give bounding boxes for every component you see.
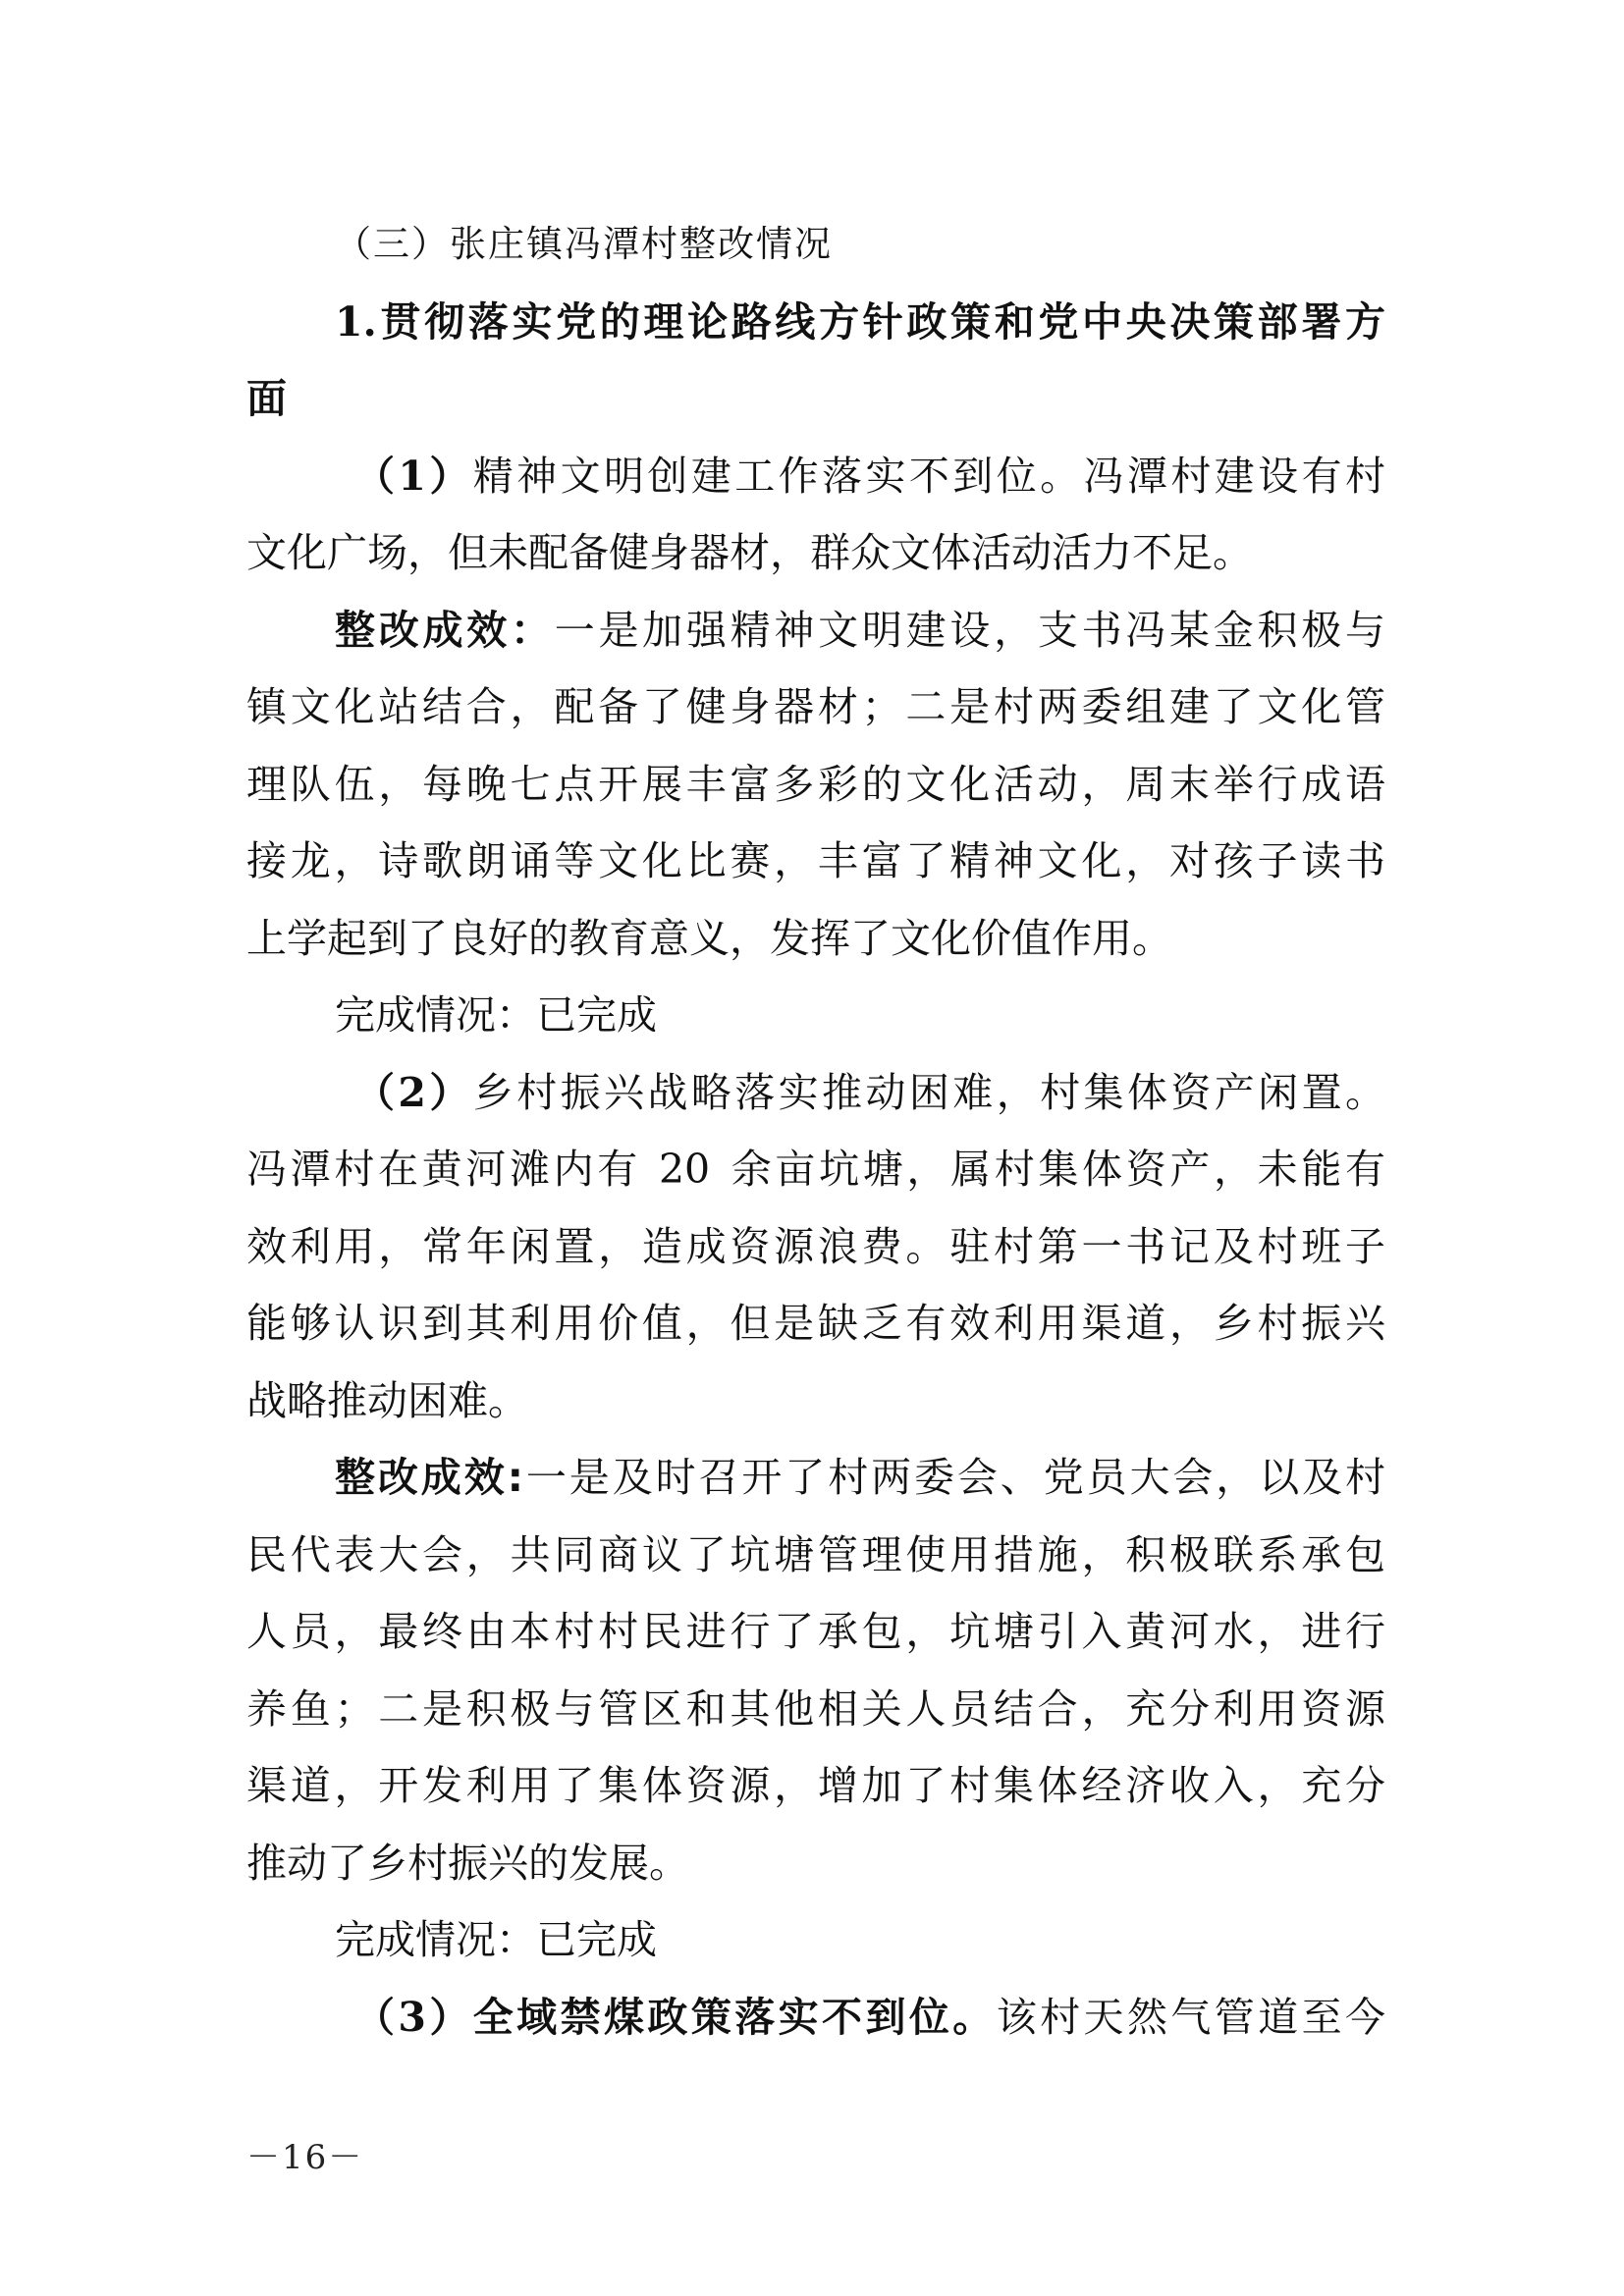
effect1-label: 整改成效： — [335, 606, 555, 654]
item2-line-2 — [246, 1131, 1385, 1208]
heading-line-2: 面 — [246, 375, 287, 422]
item1-title: 精神文明创建工作落实不到位。冯潭村建设有村 — [472, 452, 1385, 500]
item1-line-1 — [246, 438, 1385, 515]
item2-number: （2） — [354, 1068, 473, 1116]
effect1-line-1 — [246, 592, 1385, 669]
page-number: －16－ — [246, 2138, 364, 2177]
effect2-line-4: 养鱼；二是积极与管区和其他相关人员结合，充分利用资源 — [246, 1684, 1385, 1733]
item2-line-5: 战略推动困难。 — [246, 1376, 528, 1424]
item3-number: （3） — [354, 1993, 473, 2041]
item2-area-number: 20 — [658, 1146, 711, 1193]
item3-line-1 — [246, 1979, 1385, 2056]
effect1-line-5: 上学起到了良好的教育意义，发挥了文化价值作用。 — [246, 914, 1172, 962]
item3-text: 该村天然气管道至今 — [996, 1993, 1386, 2041]
item1-line-2: 文化广场，但未配备健身器材，群众文体活动活力不足。 — [246, 529, 1253, 576]
effect2-label: 整改成效: — [335, 1454, 523, 1501]
status2: 完成情况：已完成 — [335, 1916, 657, 1963]
effect2-line-5: 渠道，开发利用了集体资源，增加了村集体经济收入，充分 — [246, 1762, 1385, 1809]
effect1-line-3: 理队伍，每晚七点开展丰富多彩的文化活动，周末举行成语 — [246, 760, 1385, 808]
document-body — [246, 206, 1385, 2056]
item2-title: 乡村振兴战略落实推动困难，村集体资产闲置。 — [472, 1068, 1385, 1116]
effect2-line-2: 民代表大会，共同商议了坑塘管理使用措施，积极联系承包 — [246, 1530, 1385, 1578]
heading-text: 贯彻落实党的理论路线方针政策和党中央决策部署方 — [376, 297, 1385, 346]
item2-line-4: 能够认识到其利用价值，但是缺乏有效利用渠道，乡村振兴 — [246, 1300, 1385, 1347]
effect2-line-6: 推动了乡村振兴的发展。 — [246, 1839, 689, 1887]
section-title: （三）张庄镇冯潭村整改情况 — [335, 223, 833, 265]
item3-title: 全域禁煤政策落实不到位。 — [472, 1993, 997, 2041]
heading-line-1 — [246, 284, 1385, 361]
effect2-line-3: 人员，最终由本村村民进行了承包，坑塘引入黄河水，进行 — [246, 1608, 1385, 1655]
effect1-line-2: 镇文化站结合，配备了健身器材；二是村两委组建了文化管 — [246, 683, 1385, 730]
status1: 完成情况：已完成 — [335, 991, 657, 1039]
item2-line-3: 效利用，常年闲置，造成资源浪费。驻村第一书记及村班子 — [246, 1222, 1385, 1270]
effect1-line-4: 接龙，诗歌朗诵等文化比赛，丰富了精神文化，对孩子读书 — [246, 837, 1385, 884]
effect2-line-1 — [246, 1439, 1385, 1517]
effect2-text: 一是及时召开了村两委会、党员大会，以及村 — [523, 1454, 1385, 1501]
effect1-text: 一是加强精神文明建设，支书冯某金积极与 — [554, 606, 1386, 654]
item1-number: （1） — [354, 452, 473, 500]
heading-number: 1. — [335, 297, 377, 346]
item2-line-1 — [246, 1054, 1385, 1132]
item2-line-2-b: 余亩坑塘，属村集体资产，未能有 — [728, 1146, 1386, 1193]
item2-line-2-a: 冯潭村在黄河滩内有 — [246, 1146, 641, 1193]
